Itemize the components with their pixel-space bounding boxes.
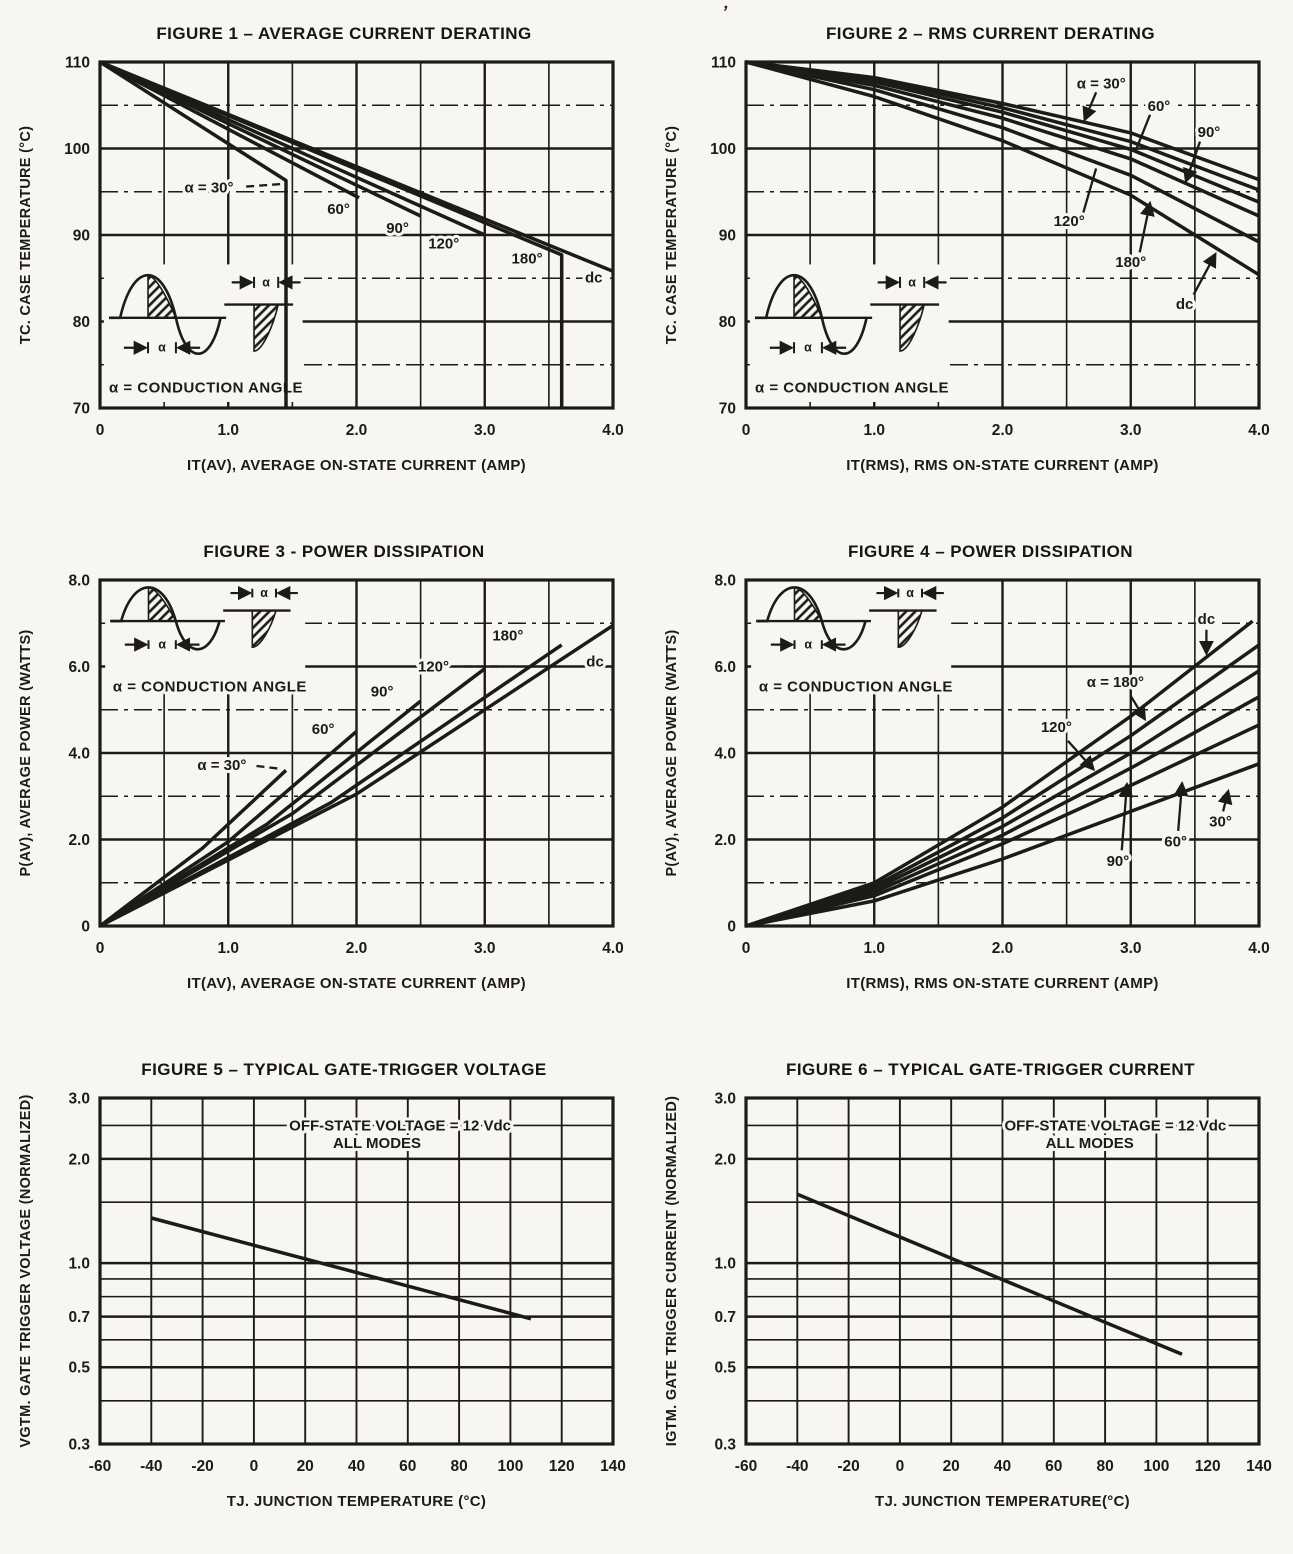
y-ticks [714,573,736,936]
curve-label-120: 120° [1040,719,1072,737]
svg-text:-60: -60 [88,1458,112,1475]
x-axis-label: IT(RMS), RMS ON-STATE CURRENT (AMP) [846,975,1159,992]
svg-text:0: 0 [249,1458,259,1475]
y-ticks [64,55,90,418]
svg-text:120: 120 [548,1458,575,1475]
curve-label-30: 30° [1209,813,1232,831]
svg-text:3.0: 3.0 [68,1090,90,1108]
svg-text:2.0: 2.0 [345,422,368,439]
figure-1-title: FIGURE 1 – AVERAGE CURRENT DERATING [156,24,532,43]
svg-text:4.0: 4.0 [1248,422,1270,439]
svg-text:100: 100 [1143,1458,1170,1475]
figure-6-chart [646,1082,1292,1534]
curve-label-60: 60° [1164,833,1187,851]
svg-text:OFF-STATE VOLTAGE = 12 Vdc: OFF-STATE VOLTAGE = 12 Vdc [289,1117,512,1135]
figure-4 [646,528,1293,1016]
svg-text:4.0: 4.0 [1248,940,1270,957]
svg-text:6.0: 6.0 [714,659,736,676]
curve-label-180: 180° [492,627,524,645]
figure-6-svg [646,1082,1292,1534]
scan-artifact-mark: ʼ [719,1,730,23]
svg-text:2.0: 2.0 [68,832,90,849]
figure-5-title: FIGURE 5 – TYPICAL GATE-TRIGGER VOLTAGE [141,1060,547,1079]
figure-3-chart [0,564,646,1016]
figure-5 [0,1046,646,1534]
figure-3-svg [0,564,646,1016]
svg-text:3.0: 3.0 [714,1090,736,1108]
svg-text:6.0: 6.0 [68,659,90,676]
x-axis-label: TJ. JUNCTION TEMPERATURE(°C) [875,1493,1130,1510]
curve-label-90: 90° [386,220,409,238]
svg-text:2.0: 2.0 [68,1151,90,1169]
svg-text:90: 90 [718,227,736,245]
svg-text:2.0: 2.0 [345,940,368,957]
y-axis-label: VGTM. GATE TRIGGER VOLTAGE (NORMALIZED) [18,1094,34,1448]
svg-text:110: 110 [64,54,90,72]
svg-text:70: 70 [72,400,90,418]
svg-text:4.0: 4.0 [714,745,736,763]
figure-5-chart [0,1082,646,1534]
svg-text:0.3: 0.3 [714,1436,736,1454]
inset-caption: α = CONDUCTION ANGLE [754,379,950,397]
svg-text:8.0: 8.0 [714,572,736,590]
svg-text:100: 100 [710,141,736,158]
svg-text:α: α [908,275,916,290]
y-ticks [714,1091,736,1454]
svg-text:0: 0 [81,918,90,936]
svg-text:90: 90 [72,227,90,245]
svg-text:100: 100 [497,1458,524,1475]
svg-text:0.5: 0.5 [714,1359,736,1377]
curve-vgt-normalized [151,1218,531,1319]
svg-text:0.7: 0.7 [68,1309,90,1327]
x-axis-label: IT(RMS), RMS ON-STATE CURRENT (AMP) [846,457,1159,474]
x-ticks [89,1458,626,1475]
conduction-angle-inset [105,581,307,695]
svg-text:70: 70 [718,400,736,418]
svg-text:α: α [804,340,812,355]
curve-label-90: 90° [1197,124,1221,142]
svg-text:1.0: 1.0 [714,1255,736,1273]
svg-text:80: 80 [450,1458,468,1475]
svg-text:-20: -20 [837,1458,860,1475]
y-axis-label: IGTM. GATE TRIGGER CURRENT (NORMALIZED) [664,1095,680,1447]
svg-text:140: 140 [600,1458,626,1475]
svg-text:α: α [158,340,166,355]
y-ticks [68,573,90,936]
inset-caption: α = CONDUCTION ANGLE [108,379,304,397]
curve-label-120: 120° [1053,213,1085,231]
figure-4-title: FIGURE 4 – POWER DISSIPATION [848,542,1133,561]
figure-3-title: FIGURE 3 - POWER DISSIPATION [203,542,485,561]
svg-text:8.0: 8.0 [68,572,90,590]
figures-grid [0,10,1293,1534]
leader-lines [246,184,282,187]
svg-text:140: 140 [1246,1458,1272,1475]
y-ticks [710,55,736,418]
figure-5-svg [0,1082,646,1534]
svg-text:ALL MODES: ALL MODES [332,1135,422,1153]
svg-text:60: 60 [399,1458,417,1475]
y-axis-label: TC. CASE TEMPERATURE (°C) [18,125,34,345]
svg-text:α: α [262,275,270,290]
curve-label-180: α = 180° [1086,674,1145,692]
svg-text:3.0: 3.0 [473,422,496,439]
annotation [1004,1117,1226,1152]
curve-label-dc: dc [585,269,603,287]
svg-text:-40: -40 [786,1458,809,1475]
figure-1-chart [0,46,646,498]
annotation [289,1117,511,1152]
svg-text:0: 0 [895,1458,905,1475]
figure-6-title: FIGURE 6 – TYPICAL GATE-TRIGGER CURRENT [786,1060,1195,1079]
svg-text:80: 80 [718,314,736,331]
svg-text:0.5: 0.5 [68,1359,90,1377]
curve-label-180: 180° [511,250,543,268]
svg-text:2.0: 2.0 [991,940,1014,957]
y-axis-label: P(AV), AVERAGE POWER (WATTS) [18,629,34,877]
svg-text:60: 60 [1045,1458,1063,1475]
figure-2 [646,10,1293,498]
figure-2-svg [646,46,1292,498]
curve-30 [100,770,286,926]
svg-text:40: 40 [993,1458,1012,1475]
conduction-angle-inset [751,581,953,695]
curve-label-60: 60° [327,201,350,219]
curve-label-30: α = 30° [184,179,234,197]
y-axis-label: P(AV), AVERAGE POWER (WATTS) [664,629,680,877]
figure-4-chart [646,564,1292,1016]
svg-text:ALL MODES: ALL MODES [1045,1135,1134,1153]
svg-text:1.0: 1.0 [217,422,240,439]
y-axis-label: TC. CASE TEMPERATURE (°C) [664,125,680,345]
figure-3 [0,528,646,1016]
svg-text:-20: -20 [191,1458,214,1475]
curve-label-60: 60° [1147,98,1171,116]
curve-label-60: 60° [311,721,335,739]
x-ticks [96,940,624,957]
figure-2-chart [646,46,1292,498]
curve-labels [1041,611,1232,870]
curve-label-120: 120° [417,658,449,676]
svg-text:1.0: 1.0 [68,1255,90,1273]
svg-text:α: α [804,637,813,652]
svg-text:20: 20 [296,1458,314,1475]
svg-text:2.0: 2.0 [991,422,1014,439]
figure-6 [646,1046,1293,1534]
inset-caption: α = CONDUCTION ANGLE [112,678,307,696]
svg-text:0.3: 0.3 [68,1436,90,1454]
svg-text:4.0: 4.0 [602,422,624,439]
svg-text:3.0: 3.0 [1119,940,1142,957]
x-axis-label: TJ. JUNCTION TEMPERATURE (°C) [226,1493,487,1510]
curve-label-180: 180° [1115,253,1147,271]
svg-text:20: 20 [942,1458,960,1475]
svg-text:40: 40 [347,1458,366,1475]
y-ticks [68,1091,90,1454]
svg-text:α: α [260,586,268,601]
svg-text:110: 110 [710,54,736,72]
x-ticks [742,940,1270,957]
x-ticks [735,1458,1272,1475]
conduction-angle-inset [750,264,949,402]
svg-text:4.0: 4.0 [602,940,624,957]
svg-text:0: 0 [95,422,105,439]
svg-text:OFF-STATE VOLTAGE = 12 Vdc: OFF-STATE VOLTAGE = 12 Vdc [1004,1117,1227,1135]
grid [746,1098,1259,1444]
conduction-angle-inset [104,264,303,402]
svg-text:2.0: 2.0 [714,832,736,849]
svg-text:0: 0 [741,940,751,957]
svg-text:2.0: 2.0 [714,1151,736,1169]
figure-1-svg [0,46,646,498]
curve-igt-normalized [797,1194,1182,1354]
svg-text:-60: -60 [734,1458,758,1475]
svg-text:α: α [906,586,914,601]
series [151,1218,531,1319]
svg-text:1.0: 1.0 [863,422,886,439]
curve-label-30: α = 30° [1076,75,1126,93]
svg-text:-40: -40 [140,1458,163,1475]
x-axis-label: IT(AV), AVERAGE ON-STATE CURRENT (AMP) [187,457,526,474]
curve-label-120: 120° [428,235,460,253]
figure-2-title: FIGURE 2 – RMS CURRENT DERATING [825,24,1156,43]
svg-text:4.0: 4.0 [68,745,90,763]
curve-label-90: 90° [370,683,394,701]
svg-text:120: 120 [1194,1458,1221,1475]
svg-text:80: 80 [1096,1458,1114,1475]
svg-text:80: 80 [72,314,90,331]
figure-4-svg [646,564,1292,1016]
curve-label-90: 90° [1106,853,1130,871]
svg-text:0: 0 [741,422,751,439]
curve-label-dc: dc [1175,296,1194,314]
svg-text:0: 0 [95,940,105,957]
svg-text:1.0: 1.0 [217,940,240,957]
svg-text:0.7: 0.7 [714,1309,736,1327]
svg-text:α: α [158,637,167,652]
x-axis-label: IT(AV), AVERAGE ON-STATE CURRENT (AMP) [187,975,526,992]
x-ticks [742,422,1270,439]
figure-1 [0,10,646,498]
curve-label-dc: dc [586,653,604,671]
curve-label-30: α = 30° [197,757,247,775]
svg-text:1.0: 1.0 [863,940,886,957]
inset-caption: α = CONDUCTION ANGLE [758,678,953,696]
series [797,1194,1182,1354]
svg-text:0: 0 [727,918,736,936]
svg-text:3.0: 3.0 [1119,422,1142,439]
curve-label-dc: dc [1197,610,1216,628]
svg-text:100: 100 [64,141,90,158]
svg-text:3.0: 3.0 [473,940,496,957]
x-ticks [96,422,624,439]
